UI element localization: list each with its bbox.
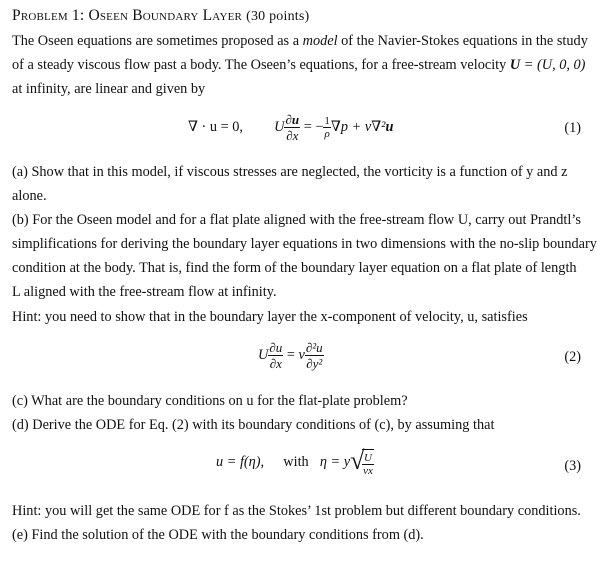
hint-1: Hint: you need to show that in the boundary layer the x-component of velocity, u, satisfies bbox=[12, 309, 528, 325]
part-b-line-3: condition at the body. That is, find the form of the boundary layer equation on a flat plate of length bbox=[12, 260, 577, 276]
problem-title-label: Problem 1: Oseen Boundary Layer bbox=[12, 7, 243, 24]
problem-points: (30 points) bbox=[246, 9, 310, 24]
part-b-line-2: simplifications for deriving the boundary layer equations in two dimensions with the no-slip boundary bbox=[12, 236, 597, 252]
intro-line-1 bbox=[12, 32, 588, 50]
eq2-du-dx-fraction: $\frac{\partial u}{\partial x}$ bbox=[269, 340, 283, 371]
part-c-line: (c) What are the boundary conditions on u for the flat-plate problem? bbox=[12, 393, 408, 409]
intro-line-3: at infinity, are linear and given by bbox=[12, 81, 206, 97]
eq1-U: U bbox=[274, 119, 285, 135]
eq3-eta: η = y bbox=[319, 454, 351, 470]
eq2-d2u-dy2-fraction: $\frac{\text{∂²u}}{\text{∂y²}}$ bbox=[305, 340, 323, 371]
eq1-du-dx-fraction: $\frac{\partial u}{\partial x}$ bbox=[285, 112, 300, 143]
free-stream-velocity-symbol: U bbox=[509, 57, 521, 73]
eq1-equals: = − bbox=[303, 119, 324, 135]
problem-title bbox=[12, 6, 309, 27]
equation-3 bbox=[216, 448, 374, 477]
equation-number-1: (1) bbox=[564, 120, 581, 136]
equation-1 bbox=[188, 112, 393, 143]
intro-model-word: model bbox=[302, 33, 338, 49]
eq3-sqrt: √ $\frac{U}{\nu x}$ bbox=[350, 446, 373, 477]
equation-number-3: (3) bbox=[564, 458, 581, 474]
part-b-line-1: (b) For the Oseen model and for a flat plate aligned with the free-stream flow U, carry out Prandtl’s bbox=[12, 212, 581, 228]
equation-number-2: (2) bbox=[564, 349, 581, 365]
part-e-line: (e) Find the solution of the ODE with the boundary conditions from (d). bbox=[12, 527, 424, 543]
intro-line-2 bbox=[12, 56, 585, 74]
part-a-line-1: (a) Show that in this model, if viscous stresses are neglected, the vorticity is a function of y and z bbox=[12, 164, 568, 180]
eq2-equals: = bbox=[286, 347, 299, 363]
eq3-with: with bbox=[283, 454, 309, 470]
eq2-U: U bbox=[258, 347, 269, 363]
eq1-one-over-rho: $\frac{1}{\rho}$ bbox=[324, 115, 330, 140]
hint-2: Hint: you will get the same ODE for f as the Stokes’ 1st problem but different boundary conditions. bbox=[12, 503, 581, 519]
eq3-similarity-form: u = f(η), bbox=[216, 454, 265, 470]
intro-text: The Oseen equations are sometimes proposed as a bbox=[12, 33, 303, 49]
part-a-line-2: alone. bbox=[12, 188, 47, 204]
continuity-equation: ∇ · u = 0, bbox=[188, 119, 243, 135]
intro-text: of the Navier-Stokes equations in the study bbox=[337, 33, 588, 49]
equation-2 bbox=[258, 340, 324, 371]
eq1-rhs: ∇p + ν∇²u bbox=[330, 119, 394, 135]
part-d-line: (d) Derive the ODE for Eq. (2) with its boundary conditions of (c), by assuming that bbox=[12, 417, 495, 433]
part-b-line-4: L aligned with the free-stream flow at infinity. bbox=[12, 284, 277, 300]
free-stream-velocity-value: = (U, 0, 0) bbox=[520, 57, 586, 73]
eq2-nu: ν bbox=[298, 347, 305, 363]
intro-text: of a steady viscous flow past a body. The Oseen’s equations, for a free-stream velocity bbox=[12, 57, 510, 73]
